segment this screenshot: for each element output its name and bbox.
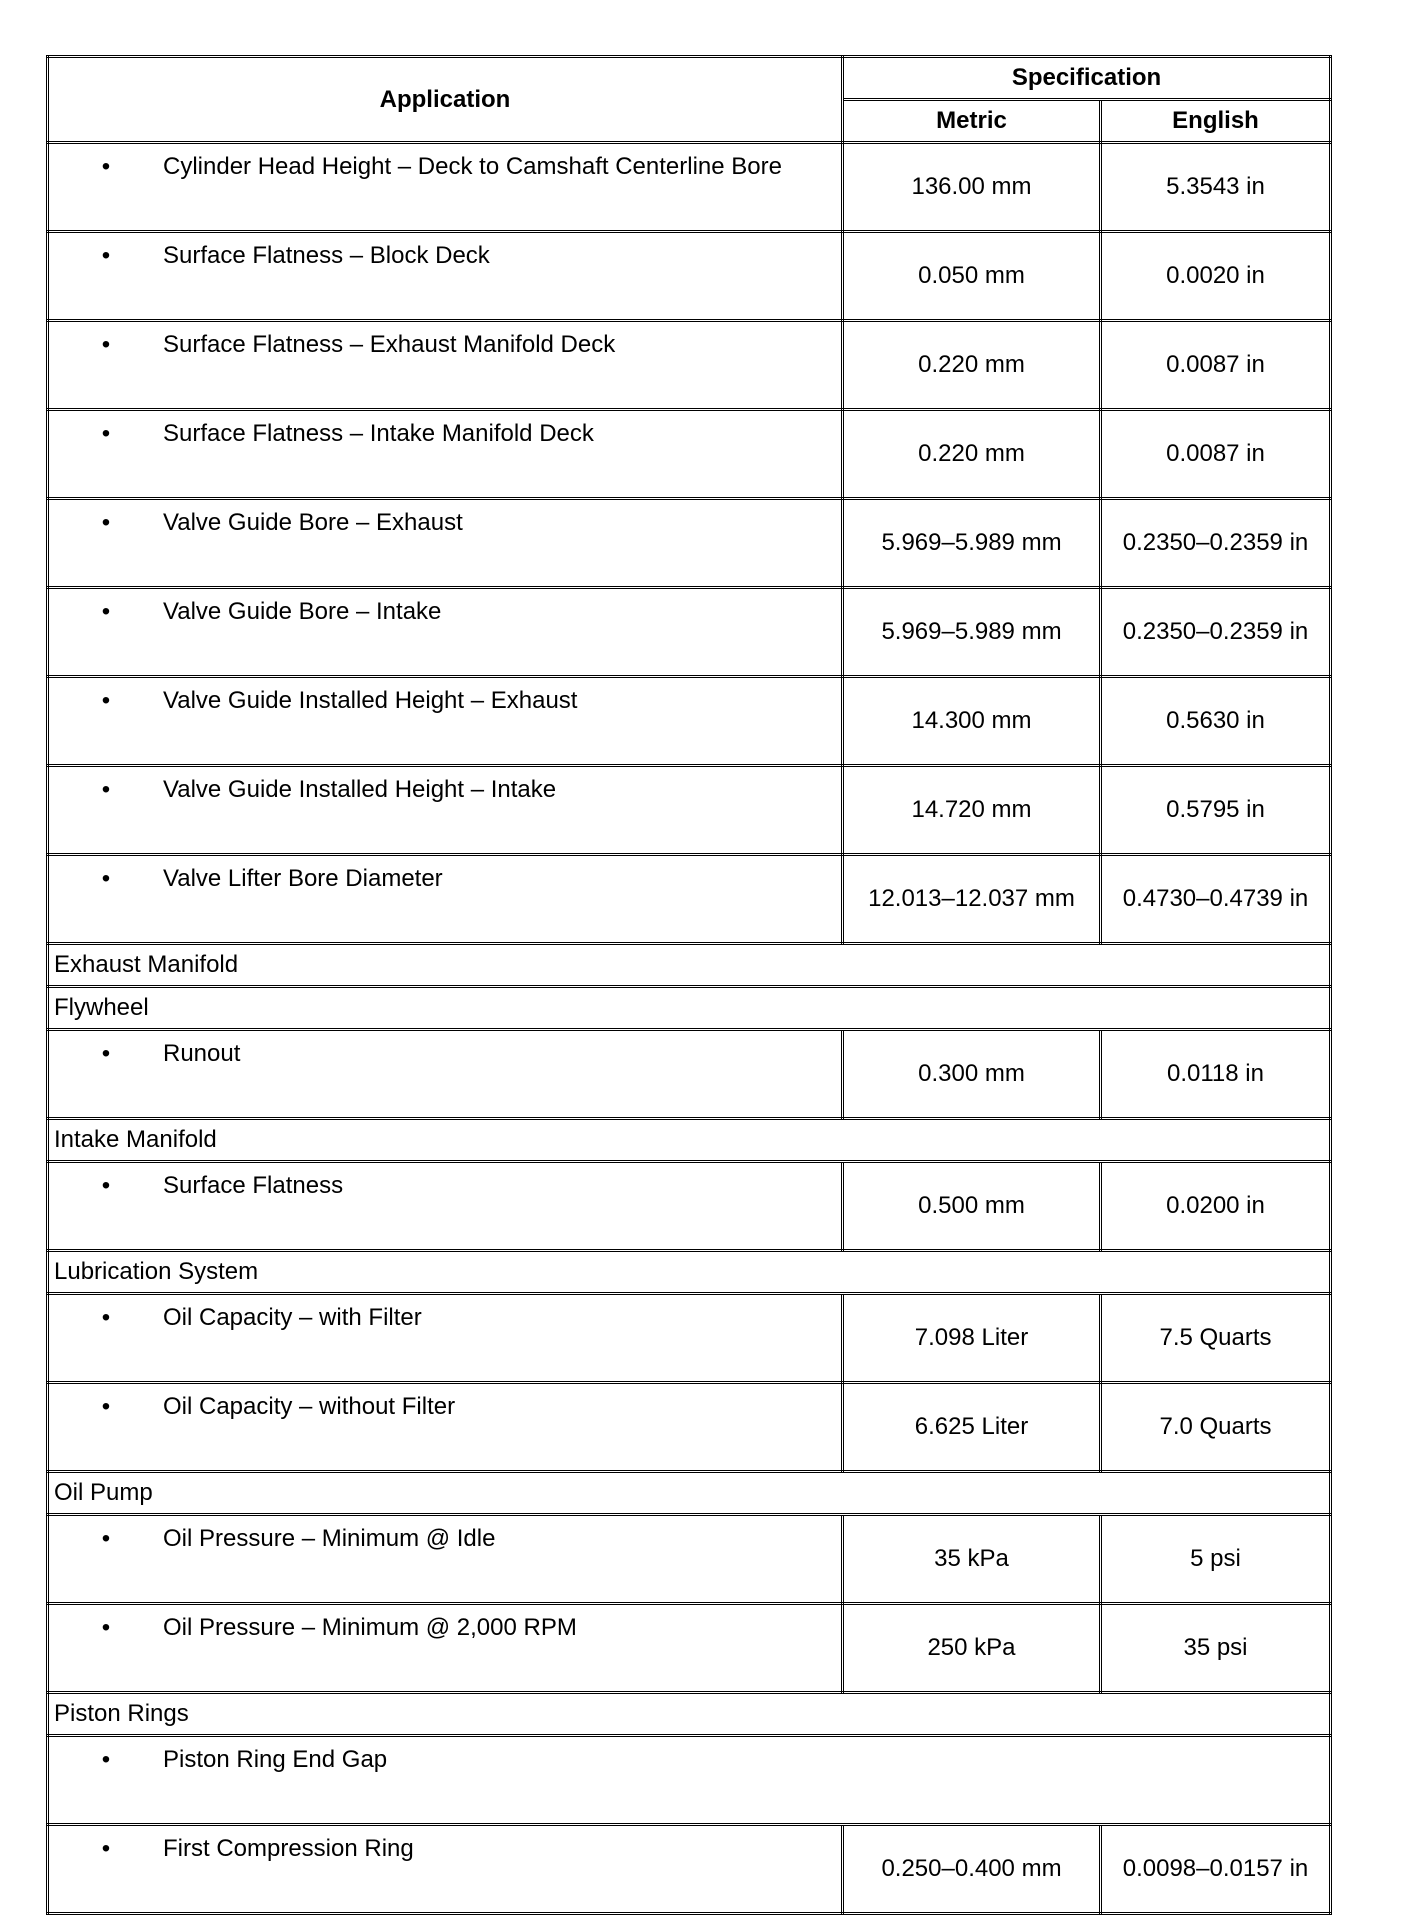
bullet-icon: • xyxy=(101,1172,111,1199)
table-row xyxy=(48,1604,1331,1693)
english-value: 7.5 Quarts xyxy=(1101,1294,1331,1383)
application-text: Surface Flatness xyxy=(163,1172,344,1199)
application-text: Oil Capacity – without Filter xyxy=(163,1393,456,1420)
section-label: Intake Manifold xyxy=(48,1119,1331,1162)
application-cell xyxy=(48,499,843,588)
metric-value: 0.250–0.400 mm xyxy=(843,1825,1101,1914)
metric-value: 7.098 Liter xyxy=(843,1294,1101,1383)
section-row xyxy=(48,944,1331,987)
metric-column-header: Metric xyxy=(843,100,1101,143)
section-label: Flywheel xyxy=(48,987,1331,1030)
application-text: Oil Capacity – with Filter xyxy=(163,1304,422,1331)
metric-value: 0.050 mm xyxy=(843,232,1101,321)
metric-value: 5.969–5.989 mm xyxy=(843,499,1101,588)
application-cell xyxy=(48,1383,843,1472)
metric-value: 35 kPa xyxy=(843,1515,1101,1604)
application-cell xyxy=(48,143,843,232)
table-row xyxy=(48,1825,1331,1914)
application-text: Piston Ring End Gap xyxy=(163,1746,388,1773)
application-cell xyxy=(48,588,843,677)
table-row xyxy=(48,1515,1331,1604)
table-row xyxy=(48,232,1331,321)
table-row xyxy=(48,1162,1331,1251)
bullet-icon: • xyxy=(101,776,111,803)
application-text: Cylinder Head Height – Deck to Camshaft Centerline Bore xyxy=(163,153,782,180)
english-value: 0.5630 in xyxy=(1101,677,1331,766)
application-text: First Compression Ring xyxy=(163,1835,414,1862)
application-cell xyxy=(48,855,843,944)
english-value: 5.3543 in xyxy=(1101,143,1331,232)
header-row-top xyxy=(48,57,1331,100)
application-cell xyxy=(48,321,843,410)
bullet-icon: • xyxy=(101,1525,111,1552)
application-text: Valve Guide Bore – Exhaust xyxy=(163,509,463,536)
bullet-icon: • xyxy=(101,1614,111,1641)
english-value: 5 psi xyxy=(1101,1515,1331,1604)
specification-table xyxy=(46,55,1332,1915)
english-value: 0.2350–0.2359 in xyxy=(1101,499,1331,588)
application-text: Oil Pressure – Minimum @ Idle xyxy=(163,1525,496,1552)
english-value: 0.0118 in xyxy=(1101,1030,1331,1119)
bullet-icon: • xyxy=(101,420,111,447)
bullet-icon: • xyxy=(101,509,111,536)
application-text: Surface Flatness – Exhaust Manifold Deck xyxy=(163,331,616,358)
table-row xyxy=(48,321,1331,410)
application-text: Oil Pressure – Minimum @ 2,000 RPM xyxy=(163,1614,577,1641)
english-value: 0.0098–0.0157 in xyxy=(1101,1825,1331,1914)
bullet-icon: • xyxy=(101,687,111,714)
metric-value: 14.720 mm xyxy=(843,766,1101,855)
section-row xyxy=(48,1251,1331,1294)
application-text: Valve Lifter Bore Diameter xyxy=(163,865,443,892)
table-row xyxy=(48,1383,1331,1472)
bullet-icon: • xyxy=(101,242,111,269)
section-row xyxy=(48,1693,1331,1736)
table-body xyxy=(48,143,1331,1914)
application-text: Surface Flatness – Intake Manifold Deck xyxy=(163,420,594,447)
metric-value: 5.969–5.989 mm xyxy=(843,588,1101,677)
bullet-icon: • xyxy=(101,153,111,180)
english-value: 0.0087 in xyxy=(1101,321,1331,410)
table-row xyxy=(48,855,1331,944)
application-cell xyxy=(48,677,843,766)
table-row xyxy=(48,1030,1331,1119)
application-cell xyxy=(48,232,843,321)
specification-column-header: Specification xyxy=(843,57,1331,100)
application-text: Runout xyxy=(163,1040,241,1067)
table-row xyxy=(48,499,1331,588)
application-cell xyxy=(48,1604,843,1693)
metric-value: 0.300 mm xyxy=(843,1030,1101,1119)
section-label: Lubrication System xyxy=(48,1251,1331,1294)
bullet-icon: • xyxy=(101,1040,111,1067)
application-cell xyxy=(48,1294,843,1383)
metric-value: 136.00 mm xyxy=(843,143,1101,232)
metric-value: 14.300 mm xyxy=(843,677,1101,766)
bullet-icon: • xyxy=(101,1393,111,1420)
english-value: 0.0200 in xyxy=(1101,1162,1331,1251)
section-row xyxy=(48,987,1331,1030)
section-label: Oil Pump xyxy=(48,1472,1331,1515)
metric-value: 250 kPa xyxy=(843,1604,1101,1693)
bullet-icon: • xyxy=(101,865,111,892)
english-value: 0.5795 in xyxy=(1101,766,1331,855)
english-column-header: English xyxy=(1101,100,1331,143)
bullet-icon: • xyxy=(101,598,111,625)
application-cell xyxy=(48,1162,843,1251)
application-text: Valve Guide Installed Height – Exhaust xyxy=(163,687,578,714)
application-cell xyxy=(48,766,843,855)
application-cell xyxy=(48,1825,843,1914)
english-value: 7.0 Quarts xyxy=(1101,1383,1331,1472)
bullet-icon: • xyxy=(101,1746,111,1773)
metric-value: 0.220 mm xyxy=(843,410,1101,499)
bullet-icon: • xyxy=(101,1304,111,1331)
table-row xyxy=(48,143,1331,232)
english-value: 0.4730–0.4739 in xyxy=(1101,855,1331,944)
metric-value: 12.013–12.037 mm xyxy=(843,855,1101,944)
application-cell xyxy=(48,410,843,499)
table-row xyxy=(48,766,1331,855)
english-value: 0.0020 in xyxy=(1101,232,1331,321)
metric-value: 0.220 mm xyxy=(843,321,1101,410)
application-cell xyxy=(48,1030,843,1119)
application-text: Surface Flatness – Block Deck xyxy=(163,242,490,269)
application-text: Valve Guide Installed Height – Intake xyxy=(163,776,557,803)
application-cell xyxy=(48,1515,843,1604)
english-value: 0.2350–0.2359 in xyxy=(1101,588,1331,677)
application-cell xyxy=(48,1736,1331,1825)
table-row xyxy=(48,410,1331,499)
application-text: Valve Guide Bore – Intake xyxy=(163,598,442,625)
table-row xyxy=(48,677,1331,766)
section-row xyxy=(48,1472,1331,1515)
section-label: Exhaust Manifold xyxy=(48,944,1331,987)
application-column-header: Application xyxy=(48,57,843,143)
english-value: 35 psi xyxy=(1101,1604,1331,1693)
table-row xyxy=(48,1736,1331,1825)
metric-value: 6.625 Liter xyxy=(843,1383,1101,1472)
table-row xyxy=(48,1294,1331,1383)
metric-value: 0.500 mm xyxy=(843,1162,1101,1251)
section-label: Piston Rings xyxy=(48,1693,1331,1736)
bullet-icon: • xyxy=(101,331,111,358)
english-value: 0.0087 in xyxy=(1101,410,1331,499)
bullet-icon: • xyxy=(101,1835,111,1862)
table-row xyxy=(48,588,1331,677)
section-row xyxy=(48,1119,1331,1162)
